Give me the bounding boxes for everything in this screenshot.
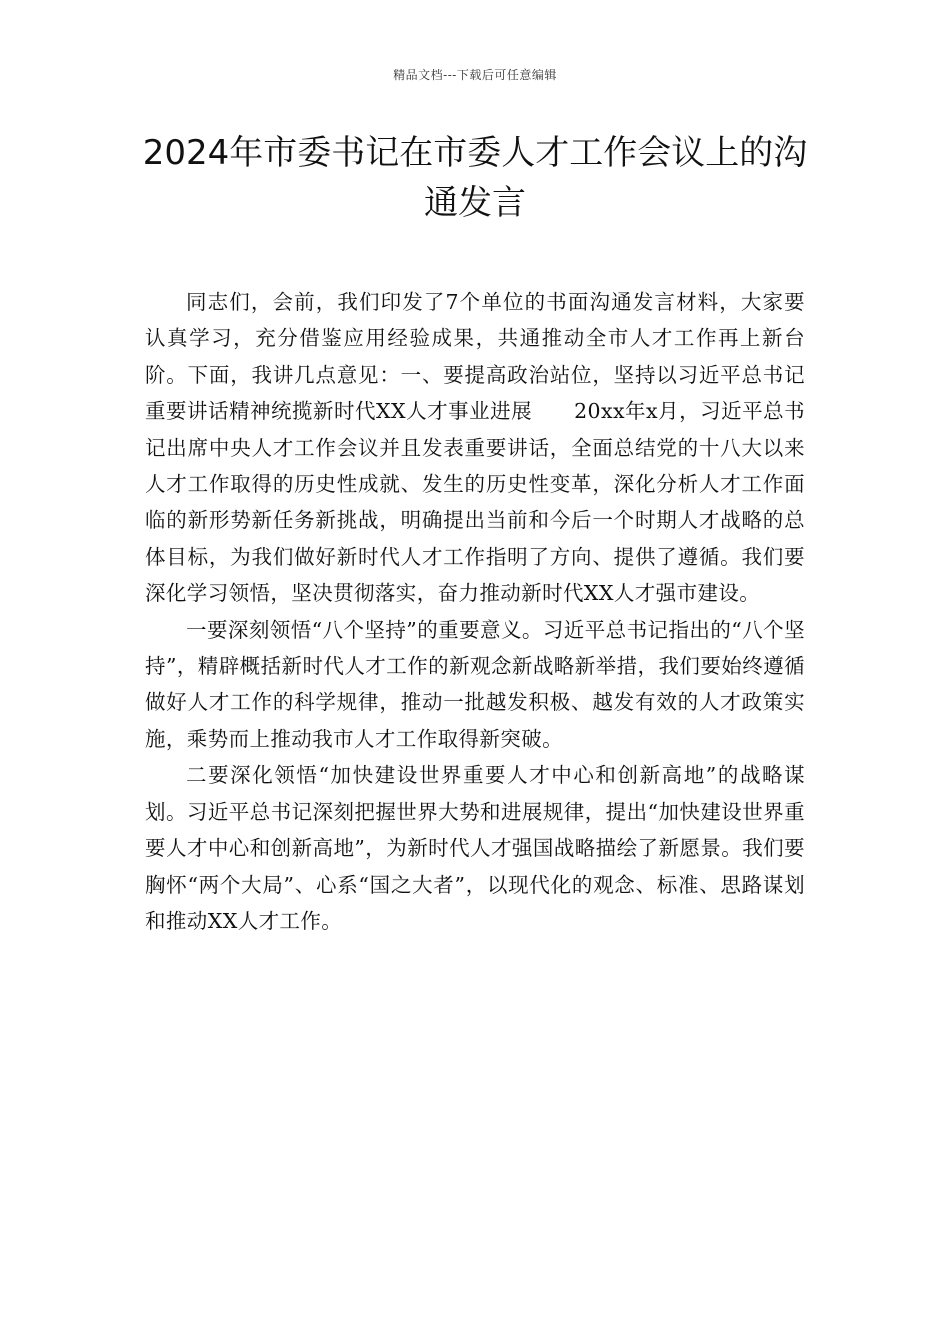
document-title: 2024年市委书记在市委人才工作会议上的沟通发言 [142, 133, 808, 223]
header-note: 精品文档---下载后可任意编辑 [393, 68, 557, 82]
document-body [145, 284, 805, 939]
paragraph-2: 一要深刻领悟“八个坚持”的重要意义。习近平总书记指出的“八个坚持”，精辟概括新时代人才工作的新观念新战略新举措，我们要始终遵循做好人才工作的科学规律，推动一批越发积极、越发有效的人才政策实施，乘势而上推动我市人才工作取得新突破。 [145, 617, 805, 751]
paragraph-1: 同志们，会前，我们印发了7个单位的书面沟通发言材料，大家要认真学习，充分借鉴应用经验成果，共通推动全市人才工作再上新台阶。下面，我讲几点意见：一、要提高政治站位，坚持以习近平总书记重要讲话精神统揽新时代XX人才事业进展 20xx年x月，习近平总书记出席中央人才工作会议并且发表重要讲话，全面总结党的十八大以来人才工作取得的历史性成就、发生的历史性变革，深化分析人才工作面临的新形势新任务新挑战，明确提出当前和今后一个时期人才战略的总体目标，为我们做好新时代人才工作指明了方向、提供了遵循。我们要深化学习领悟，坚决贯彻落实，奋力推动新时代XX人才强市建设。 [145, 290, 805, 606]
paragraph-3: 二要深化领悟“加快建设世界重要人才中心和创新高地”的战略谋划。习近平总书记深刻把握世界大势和进展规律，提出“加快建设世界重要人才中心和创新高地”，为新时代人才强国战略描绘了新愿景。我们要胸怀“两个大局”、心系“国之大者”，以现代化的观念、标准、思路谋划和推动XX人才工作。 [145, 763, 805, 933]
